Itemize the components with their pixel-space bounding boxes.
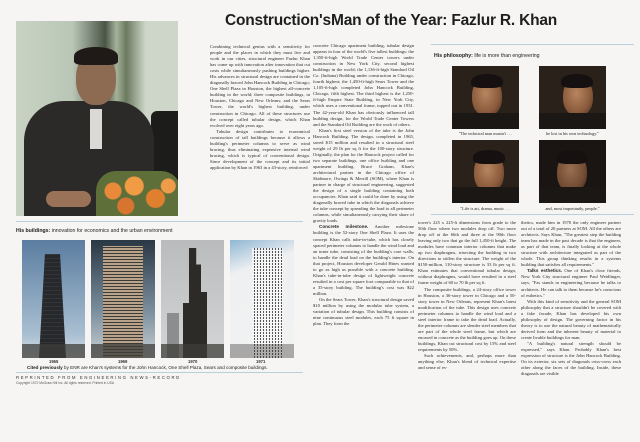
photo-caption: be lost in his own technology." [545, 131, 600, 136]
flowers-shape [96, 171, 178, 216]
paragraph: concrete Chicago apartment building, tubular design appears in four of the world's five tallest buildings: the 1,350-ft-high World Trade Center towers under construction in New York City, second highest buildings in the world; the 1,136-ft-high Standard Oil Co. (Indiana) Building under construction in Chicago, fourth highest; the 1,450-ft-high Sears Tower and the 1,105-ft-high completed John Hancock Building, Chicago, fifth highest. The third highest is the 1,250-ft-high Empire State Building, in New York City, which uses a conventional frame, topped out in 1931. The 42-year-old Khan has obviously influenced tall building design, for the World Trade Center Towers and the Standard Oil Building are the work of others. [313, 43, 414, 127]
khan-photo-4 [539, 140, 606, 203]
year-label: 1969 [118, 359, 128, 364]
year-label: 1970 [188, 359, 198, 364]
title-part-1: Construction's [225, 12, 331, 29]
photo-one-shell-plaza [91, 240, 155, 358]
divider [431, 214, 634, 215]
title-part-2: Man of the Year: Fazlur R. Khan [331, 12, 558, 29]
paragraph: "A building's natural strength should be expressed," says Khan. Probably Khan's best expression of structure is the John Hancock Building. On its exterior, six sets of diagonals criss-cross each other along the faces of the building. Inside, these diagonals are visible [521, 340, 621, 377]
paragraph: Tubular design contributes to economical construction of tall buildings because it allows a building's perimeter columns to serve as wind bracing, thus eliminating expensive internal wind bracing, which is typical of conventional design. Since development of the concept and its initial application by Khan in 1963 in a 43-story, reinforced [210, 128, 310, 170]
khan-photo-3 [452, 140, 519, 203]
hands-shape [46, 191, 91, 207]
khan-photo-1 [452, 66, 519, 129]
khan-photo-2 [539, 66, 606, 129]
buildings-caption: Cited previously by ENR are Khan's systems for the John Hancock, One Shell Plaza, Sears and composite buildings. [27, 365, 268, 370]
buildings-section-label: His buildings: innovation for economics and the urban environment [16, 228, 173, 234]
divider [431, 44, 634, 45]
subhead-concrete-milestone: Concrete milestone. [319, 224, 369, 230]
photo-caption: and, most importantly, people." [545, 206, 600, 211]
article-column-4 [521, 220, 621, 377]
composite-tower-shape [252, 248, 283, 358]
paragraph: With this kind of sensitivity and the general SOM philosophy that a structure shouldn't be covered with a fake facade, Khan has developed his own philosophy of design. The governing factor in his theory is to use the natural beauty of mathematically derived form and the inherent beauty of material to create livable buildings for man. [521, 298, 621, 340]
subhead-talks-esthetics: Talks esthetics. [527, 268, 563, 274]
portrait-photo-khan [16, 21, 178, 216]
sears-tower-shape [183, 248, 207, 358]
hancock-tower-shape [39, 254, 66, 358]
photo-sears-tower [161, 240, 224, 358]
divider [16, 372, 303, 373]
hair-shape [74, 47, 118, 65]
shirt-shape [90, 109, 102, 149]
photo-caption: "Life is art, drama, music . . . [460, 206, 511, 211]
photo-john-hancock-building [22, 240, 85, 358]
paragraph: Such achievements, and, perhaps more than anything else, Khan's blend of technical expertise and sense of es- [418, 353, 516, 371]
reprint-notice: REPRINTED FROM ENGINEERING NEWS-RECORD [16, 375, 181, 380]
philosophy-section-label: His philosophy: life is more than engineering [434, 53, 540, 59]
copyright-notice: Copyright 1972 McGraw-Hill Inc. All rights reserved. Printed in USA [16, 381, 115, 385]
paragraph: tower's 225 x 225-ft dimensions from grade to the 50th floor where two modules drop off. Two more drop off at the 66th and three at the 90th floor leaving only two that go the full 1,450-ft height. The modules have common interior columns that make up two diaphragms, trisecting the building in two directions to stiffen the structure. The weight of the $150-million, 110-story structure is 33 lb per sq ft. Khan estimates that conventional tubular design, without diaphragms, would have resulted in a steel frame weight of 60 to 70 lb per sq ft. [418, 220, 516, 286]
paragraph: thetics, made him in 1970 the only engineer partner out of a total of 20 partners at SOM. All the others are architects. Says Khan, "The greatest step the building team has made in the past decade is that the engineer, as part of that team, is finally looking at the whole structure with architecture integrated as part of the whole. This group thinking results in a systems building that satisfies all requirements." [521, 220, 621, 268]
paragraph: Talks esthetics. One of Khan's close friends, New York City structural engineer Paul Weidlinger, says, "Fas stands in engineering because he talks to architects. He can talk to them because he's conscious of esthetics." [521, 268, 621, 298]
article-column-1 [210, 44, 310, 171]
paragraph: Concrete milestone. Another milestone building is the 52-story One Shell Plaza. It uses the concept Khan calls tube-in-tube, which has closely spaced perimeter columns to handle the wind load and an inner tube, consisting of the building's core walls, to handle the dead load on the building's interior. On that project, Houston developer Gerald Hines wanted to go as high as possible with a concrete building. Khan's tube-in-tube design of lightweight concrete resulted in a cost per square foot comparable to that of a 35-story building. The building's cost was $22 million. [313, 224, 414, 296]
article-column-2 [313, 43, 414, 327]
paragraph: Khan's first steel version of the tube is the John Hancock Building. The design, completed in 1965, saved $15 million and resulted in a structural steel weight of 29 lb per sq ft for the 100-story structure. Originally, the plan for the Hancock project called for two separate buildings, one office building and one apartment building. Bruce Graham, Khan's architectural partner in the Chicago office of Skidmore, Owings & Merrill (SOM), where Khan is partner in charge of structural engineering, suggested the design of a single building containing both occupancies. Khan said it could be done by using the diagonally braced tube in which the diagonals achieve the tube concept by spreading the load to all perimeter columns, while simultaneously carrying their share of gravity loads. [313, 127, 414, 224]
article-column-3 [418, 220, 516, 371]
one-shell-tower-shape [103, 246, 143, 358]
paragraph: Combining technical genius with a sensitivity for people and the places in which they must live and work in our cities, structural engineer Fazlur Khan has come up with innovation after innovation that cut costs while simultaneously pushing buildings higher. His advances in structural design are contained in the diagonally braced John Hancock Building in Chicago; One Shell Plaza in Houston, the highest all-concrete building in the world; three composite buildings, in Houston, Chicago and New Orleans; and the Sears Tower, the world's highest building, under construction in Chicago. All of these structures use the concept called tubular design, which Khan evolved over eight years ago. [210, 44, 310, 128]
photo-caption: "The technical man mustn't . . . [458, 131, 513, 136]
year-label: 1971 [256, 359, 266, 364]
photo-composite-building [230, 240, 294, 358]
divider [16, 221, 303, 222]
paragraph: The composite buildings, a 24-story office tower in Houston, a 36-story tower in Chicago and a 50-story tower in New Orleans, represent Khan's latest modification of the tube. This design uses concrete perimeter columns to handle the wind load and a steel interior frame to take the dead load. Actually, the perimeter columns are slender steel members that are part of the whole steel frame, but which are encased in concrete as the building goes up. On these buildings, Khan cut structural cost by 15% and steel requirements by 50%. [418, 286, 516, 352]
year-label: 1965 [49, 359, 59, 364]
paragraph: On the Sears Tower, Khan's structural design saved $10 million by using the modular tube system, a variation of tubular design. This building consists of nine continuous steel modules, each 75 ft square in plan. They form the [313, 296, 414, 327]
